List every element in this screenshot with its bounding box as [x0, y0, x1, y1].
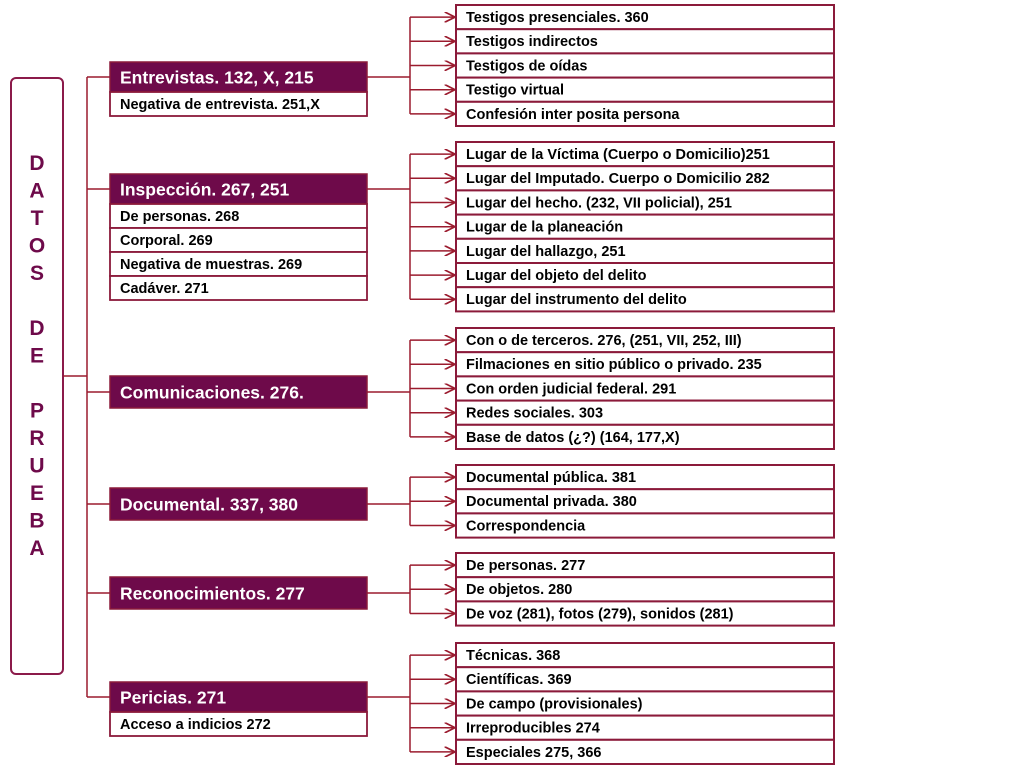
item-label: Testigos indirectos [466, 34, 598, 51]
item-label: Documental privada. 380 [466, 494, 637, 511]
root-letter: O [28, 234, 46, 258]
root-label [29, 152, 45, 560]
subcategory-label: De personas. 268 [120, 209, 240, 225]
item-label: Correspondencia [466, 518, 586, 535]
item-label: Lugar del objeto del delito [466, 268, 647, 284]
item-label: Lugar del Imputado. Cuerpo o Domicilio 282 [466, 171, 770, 188]
root-letter: S [29, 262, 45, 285]
subcategory-label: Cadáver. 271 [120, 281, 209, 297]
root-letter: U [29, 454, 45, 478]
item-label: De objetos. 280 [466, 582, 573, 599]
root-letter: T [30, 207, 44, 230]
item-label: Científicas. 369 [466, 672, 572, 689]
item-label: Lugar de la planeación [466, 219, 624, 236]
root-letter: D [29, 152, 45, 175]
category-title: Comunicaciones. 276. [120, 382, 304, 403]
subcategory-label: Acceso a indicios 272 [120, 717, 271, 733]
root-letter: E [29, 482, 45, 505]
subcategory-label: Negativa de entrevista. 251,X [120, 97, 320, 113]
item-label: Lugar del hecho. (232, VII policial), 251 [466, 195, 732, 212]
item-label: Redes sociales. 303 [466, 405, 604, 422]
item-label: Irreproducibles 274 [466, 720, 600, 737]
item-label: Confesión inter posita persona [466, 106, 680, 123]
category-title: Pericias. 271 [120, 687, 227, 708]
item-label: Documental pública. 381 [466, 470, 637, 486]
categories [110, 62, 367, 736]
item-label: Lugar de la Víctima (Cuerpo o Domicilio)251 [466, 147, 770, 163]
subcategory-label: Negativa de muestras. 269 [120, 257, 303, 273]
item-label: Con o de terceros. 276, (251, VII, 252, III) [466, 333, 742, 349]
root-letter: B [29, 509, 45, 533]
root-letter: E [29, 344, 45, 368]
category-title: Reconocimientos. 277 [120, 583, 305, 604]
root-letter: A [29, 537, 45, 560]
item-label: Con orden judicial federal. 291 [466, 381, 677, 398]
item-label: Especiales 275, 366 [466, 744, 602, 761]
item-label: Lugar del hallazgo, 251 [466, 243, 626, 260]
items [456, 5, 834, 764]
category-title: Documental. 337, 380 [120, 494, 298, 515]
item-label: Filmaciones en sitio público o privado. 235 [466, 357, 762, 374]
root-letter: R [29, 427, 45, 450]
item-label: Técnicas. 368 [466, 648, 561, 664]
category-title: Entrevistas. 132, X, 215 [120, 67, 314, 88]
item-label: De campo (provisionales) [466, 696, 643, 713]
item-label: De personas. 277 [466, 558, 586, 574]
category-title: Inspección. 267, 251 [120, 179, 290, 200]
subcategory-label: Corporal. 269 [120, 233, 213, 249]
root-letter: A [29, 179, 45, 203]
item-label: Base de datos (¿?) (164, 177,X) [466, 429, 680, 446]
item-label: Lugar del instrumento del delito [466, 292, 687, 309]
item-label: De voz (281), fotos (279), sonidos (281) [466, 606, 734, 623]
item-label: Testigos de oídas [466, 58, 588, 75]
root-letter: P [29, 399, 45, 423]
root-letter: D [29, 317, 45, 340]
item-label: Testigo virtual [466, 82, 565, 99]
item-label: Testigos presenciales. 360 [466, 10, 649, 26]
